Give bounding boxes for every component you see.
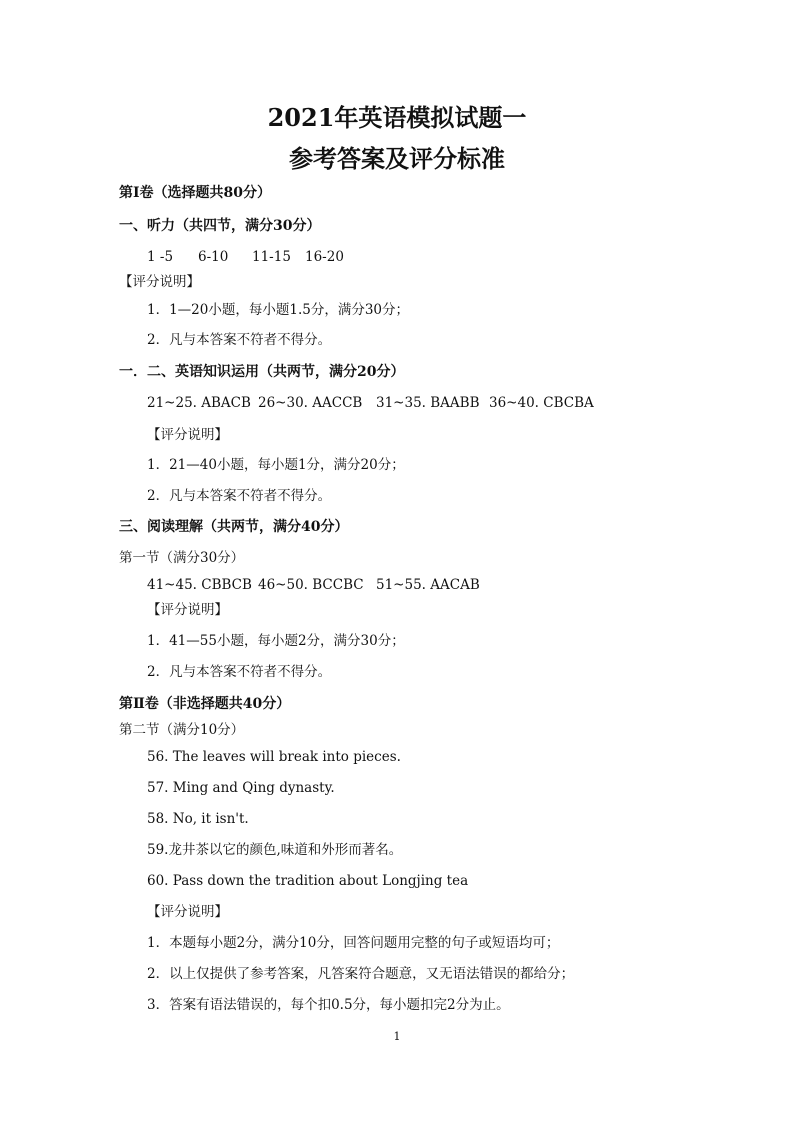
scoring-note-label: 【评分说明】 — [147, 427, 228, 443]
reading-heading: 三、阅读理解（共两节，满分40分） — [119, 519, 349, 535]
answer-range: 31~35. BAABB — [376, 395, 480, 411]
reading-subsection-1: 第一节（满分30分） — [119, 550, 245, 566]
short-answer: 57. Ming and Qing dynasty. — [147, 780, 335, 796]
reading-subsection-2: 第二节（满分10分） — [119, 722, 245, 738]
scoring-note-label: 【评分说明】 — [119, 274, 200, 290]
short-answer: 58. No, it isn't. — [147, 811, 249, 827]
short-answer: 56. The leaves will break into pieces. — [147, 749, 401, 765]
scoring-note: 2．凡与本答案不符者不得分。 — [147, 332, 332, 348]
scoring-note: 3．答案有语法错误的，每个扣0.5分，每小题扣完2分为止。 — [147, 997, 510, 1013]
answer-range: 6-10 — [198, 249, 229, 265]
scoring-note: 1．41—55小题，每小题2分，满分30分； — [147, 633, 405, 649]
answer-range: 46~50. BCCBC — [258, 577, 364, 593]
reading-answers — [147, 579, 480, 593]
answer-range: 11-15 — [252, 249, 291, 265]
listening-answers — [147, 251, 344, 265]
answer-range: 36~40. CBCBA — [489, 395, 594, 411]
answer-range: 1 -5 — [147, 249, 174, 265]
short-answer: 59.龙井茶以它的颜色,味道和外形而著名。 — [147, 842, 403, 858]
document-title: 2021年英语模拟试题一 — [267, 103, 527, 132]
scoring-note: 2．凡与本答案不符者不得分。 — [147, 488, 332, 504]
page-number: 1 — [393, 1030, 401, 1043]
scoring-note: 1．1—20小题，每小题1.5分，满分30分； — [147, 302, 410, 318]
scoring-note-label: 【评分说明】 — [147, 602, 228, 618]
scoring-note: 2．凡与本答案不符者不得分。 — [147, 664, 332, 680]
document-subtitle: 参考答案及评分标准 — [289, 144, 505, 173]
answer-range: 26~30. AACCB — [258, 395, 363, 411]
part2-heading: 第Ⅱ卷（非选择题共40分） — [119, 696, 291, 712]
answer-range: 51~55. AACAB — [376, 577, 480, 593]
scoring-note: 1．21—40小题，每小题1分，满分20分； — [147, 457, 405, 473]
listening-heading: 一、听力（共四节，满分30分） — [119, 218, 321, 234]
short-answer: 60. Pass down the tradition about Longjing tea — [147, 873, 469, 889]
answer-range: 16-20 — [305, 249, 344, 265]
answer-range: 41~45. CBBCB — [147, 577, 252, 593]
language-use-heading: 一．二、英语知识运用（共两节，满分20分） — [119, 364, 405, 380]
scoring-note: 1．本题每小题2分，满分10分，回答问题用完整的句子或短语均可； — [147, 935, 560, 951]
part1-heading: 第Ⅰ卷（选择题共80分） — [119, 185, 272, 201]
answer-range: 21~25. ABACB — [147, 395, 251, 411]
scoring-note-label: 【评分说明】 — [147, 904, 228, 920]
language-use-answers — [147, 397, 594, 411]
scoring-note: 2．以上仅提供了参考答案，凡答案符合题意，又无语法错误的都给分； — [147, 966, 575, 982]
